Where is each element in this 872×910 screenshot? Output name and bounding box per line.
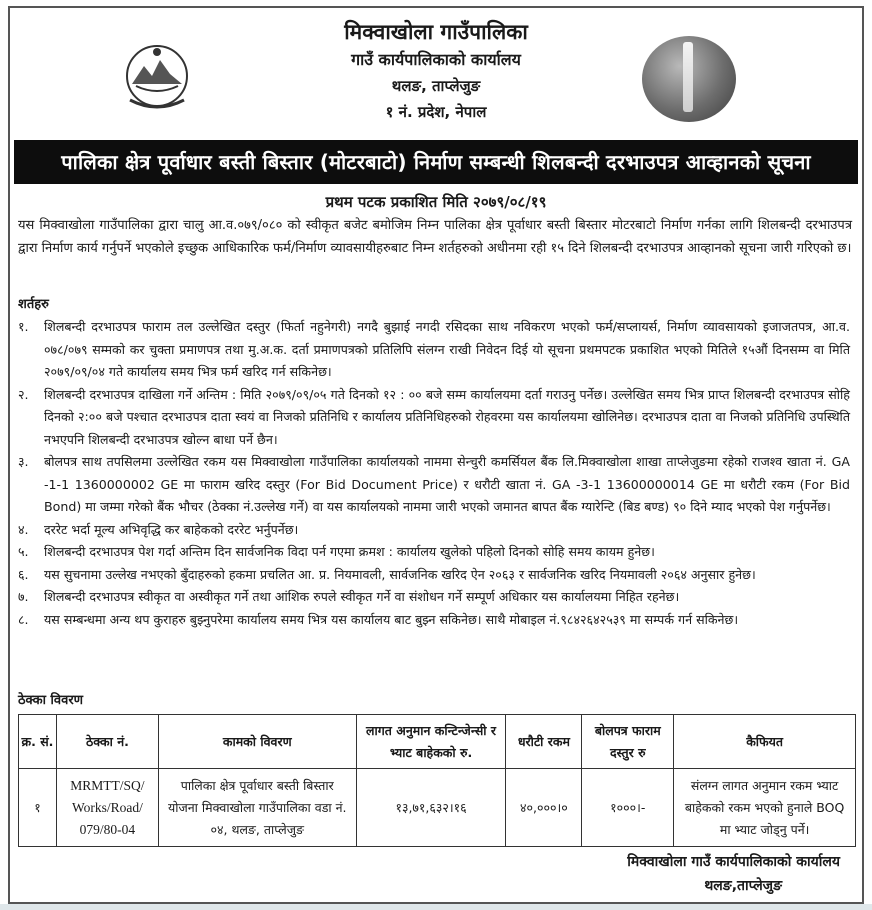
condition-number: २.: [18, 386, 29, 402]
publish-date: प्रथम पटक प्रकाशित मिति २०७९/०८/१९: [325, 193, 547, 211]
intro-paragraph: यस मिक्वाखोला गाउँपालिका द्वारा चालु आ.व.०७९/०८० को स्वीकृत बजेट बमोजिम निम्न पालिका क्षेत्र पूर्वाधार बस्ती बिस्तार मोटरबाटो निर्माण गर्नका लागि शिलबन्दी दरभाउपत्र द्वारा निर्माण कार्य गर्नुपर्ने भएकोले इच्छुक आधिकारिक फर्म/निर्माण व्यावसायीहरुबाट निम्न शर्तहरुको अधीनमा रही १५ दिने शिलबन्दी दरभाउपत्र आव्हानको सूचना जारी गरिएको छ।: [18, 218, 852, 256]
header-cost-estimate: लागत अनुमान कन्टिन्जेन्सी र भ्याट बाहेकको रु.: [356, 715, 506, 769]
conditions-list: [18, 316, 850, 631]
cell-deposit: ४०,०००।०: [506, 769, 582, 847]
header-form-fee: बोलपत्र फाराम दस्तुर रु: [582, 715, 674, 769]
header-contract-no: ठेक्का नं.: [56, 715, 158, 769]
table-header-row: [19, 715, 856, 769]
header-remarks: कैफियत: [674, 715, 856, 769]
condition-number: ७.: [18, 589, 29, 604]
cell-cost-estimate: १३,७१,६३२।१६: [356, 769, 506, 847]
condition-item: [18, 609, 850, 632]
notice-page: [8, 6, 864, 904]
header-serial: क्र. सं.: [19, 715, 57, 769]
condition-number: ४.: [18, 521, 29, 537]
condition-item: [18, 519, 850, 542]
condition-item: [18, 541, 850, 564]
cell-work-description: पालिका क्षेत्र पूर्वाधार बस्ती बिस्तार योजना मिक्वाखोला गाउँपालिका वडा नं. ०४, थलङ, ताप्लेजुङ: [158, 769, 356, 847]
office-name: गाउँ कार्यपालिकाको कार्यालय: [351, 50, 521, 69]
notice-title-banner: पालिका क्षेत्र पूर्वाधार बस्ती बिस्तार (मोटरबाटो) निर्माण सम्बन्धी शिलबन्दी दरभाउपत्र आव्हानको सूचना: [14, 140, 858, 184]
condition-number: १.: [18, 319, 29, 334]
letterhead: [10, 8, 862, 134]
conditions-heading: शर्तहरु: [18, 297, 49, 312]
signature-place: थलङ,ताप्लेजुङ: [704, 878, 782, 894]
condition-number: ६.: [18, 566, 29, 582]
condition-number: ३.: [18, 454, 29, 469]
condition-text: शिलबन्दी दरभाउपत्र दाखिला गर्ने अन्तिम : मिति २०७९/०९/०५ गते दिनको १२ : ०० बजे सम्म कार्यालयमा दर्ता गराउनु पर्नेछ। उल्लेखित समय भित्र प्राप्त शिलबन्दी दरभाउपत्र सोहि दिनको २:०० बजे पश्चात दरभाउपत्र दाता स्वयं वा निजको प्रतिनिधि र कार्यालय प्रतिनिधिहरुको रोहवरमा यस कार्यालयमा खोलिनेछ। दरभाउपत्र दाता वा निजको प्रतिनिधि उपस्थिति नभएपनि शिलबन्दी दरभाउपत्र खोल्न बाधा पर्ने छैन।: [44, 386, 850, 447]
table-row: [19, 769, 856, 847]
municipality-name: मिक्वाखोला गाउँपालिका: [344, 20, 528, 44]
bottom-strip: [0, 904, 872, 910]
condition-text: शिलबन्दी दरभाउपत्र फाराम तल उल्लेखित दस्तुर (फिर्ता नहुनेगरी) नगदै बुझाई नगदी रसिदका साथ नविकरण भएको फर्म/सप्लायर्स, निर्माण व्यावसायको इजाजतपत्र, आ.व. ०७८/०७९ सम्मको कर चुक्ता प्रमाणपत्र तथा मु.अ.क. दर्ता प्रमाणपत्रको प्रतिलिपि संलग्न राखी निवेदन दिई यो सूचना प्रथमपटक प्रकाशित भएको मितिले १५औं दिनसम्म वा मिति २०७९/०९/०४ गते कार्यालय समय भित्र फर्म खरिद गर्न सकिनेछ।: [44, 319, 850, 379]
office-location: थलङ, ताप्लेजुङ: [391, 77, 481, 95]
province-name: १ नं. प्रदेश, नेपाल: [385, 103, 487, 121]
condition-item: [18, 564, 850, 587]
header-deposit: धरौटी रकम: [506, 715, 582, 769]
condition-number: ५.: [18, 544, 29, 559]
condition-item: [18, 451, 850, 519]
cell-form-fee: १०००।-: [582, 769, 674, 847]
cell-contract-no: MRMTT/SQ/ Works/Road/ 079/80-04: [56, 769, 158, 847]
condition-text: शिलबन्दी दरभाउपत्र स्वीकृत वा अस्वीकृत गर्ने तथा आंशिक रुपले स्वीकृत गर्ने वा संशोधन गर्ने सम्पूर्ण अधिकार यस कार्यालयमा निहित रहनेछ।: [44, 589, 680, 604]
contract-details-heading: ठेक्का विवरण: [18, 693, 84, 708]
condition-text: दररेट भर्दा मूल्य अभिवृद्धि कर बाहेकको दररेट भर्नुपर्नेछ।: [44, 521, 299, 537]
condition-text: यस सम्बन्धमा अन्य थप कुराहरु बुझ्नुपरेमा कार्यालय समय भित्र यस कार्यालय बाट बुझ्न सकिनेछ। साथै मोबाइल नं.९८४२६४२५३९ मा सम्पर्क गर्न सकिनेछ।: [44, 611, 739, 627]
condition-item: [18, 586, 850, 609]
waterfall-photo: [642, 36, 736, 122]
signature-office: मिक्वाखोला गाउँ कार्यपालिकाको कार्यालय: [627, 854, 840, 870]
condition-number: ८.: [18, 611, 29, 627]
header-work-description: कामको विवरण: [158, 715, 356, 769]
contract-table: [18, 714, 856, 847]
condition-item: [18, 316, 850, 384]
cell-remarks: संलग्न लागत अनुमान रकम भ्याट बाहेकको रकम भएको हुनाले BOQ मा भ्याट जोड्नु पर्ने।: [674, 769, 856, 847]
condition-text: बोलपत्र साथ तपसिलमा उल्लेखित रकम यस मिक्वाखोला गाउँपालिका कार्यालयको नाममा सेन्चुरी कमर्सियल बैंक लि.मिक्वाखोला शाखा ताप्लेजुङमा रहेको राजश्व खाता नं. GA -1-1 1360000002 GE मा फाराम खरिद दस्तुर (For Bid Document Price) र धरौटी खाता नं. GA -3-1 13600000014 GE मा धरौटी रकम (For Bid Bond) मा जम्मा गरेको बैंक भौचर (ठेक्का नं.उल्लेख गर्ने) वा यस कार्यालयको नाममा जारी भएको जमानत बापत बैंक ग्यारेन्टि (बिड बण्ड) ९० दिने म्याद भएको पेश गर्नुपर्नेछ।: [44, 454, 850, 514]
condition-item: [18, 384, 850, 452]
condition-text: यस सुचनामा उल्लेख नभएको बुँदाहरुको हकमा प्रचलित आ. प्र. नियमावली, सार्वजनिक खरिद ऐन २०६३ र सार्वजनिक खरिद नियमावली २०६४ अनुसार हुनेछ।: [44, 566, 756, 582]
cell-serial: १: [19, 769, 57, 847]
condition-text: शिलबन्दी दरभाउपत्र पेश गर्दा अन्तिम दिन सार्वजनिक विदा पर्न गएमा क्रमश : कार्यालय खुलेको पहिलो दिनको सोहि समय कायम हुनेछ।: [44, 544, 655, 559]
